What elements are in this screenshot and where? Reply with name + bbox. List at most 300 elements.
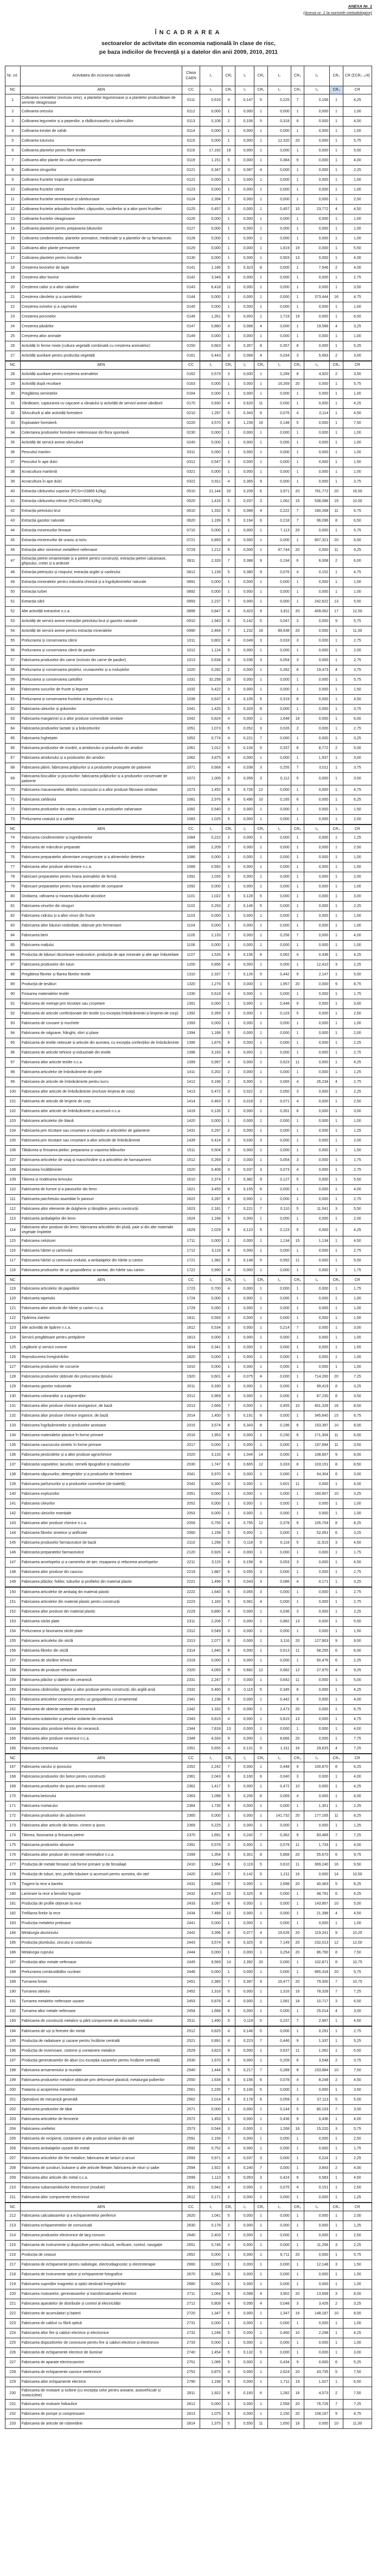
cr3-class: 4 xyxy=(291,1165,304,1175)
i1-value: 0,752 xyxy=(200,2144,222,2154)
cr4-class: 1 xyxy=(330,282,343,292)
i3-value: 1,311 xyxy=(267,1744,291,1754)
i4-value: 0,000 xyxy=(304,1870,330,1880)
cr3-class: 1 xyxy=(291,272,304,282)
cr2-class: 7 xyxy=(254,1204,268,1214)
table-row xyxy=(5,1676,372,1685)
cr1-class: 2 xyxy=(222,833,235,843)
cr2-class: 1 xyxy=(254,302,268,312)
table-row xyxy=(5,733,372,743)
cr1-class: 1 xyxy=(222,853,235,862)
cr3-class: 1 xyxy=(291,882,304,892)
cr4-class: 1 xyxy=(330,911,343,921)
i3-value: 0,000 xyxy=(267,1801,291,1811)
i2-value: 0,000 xyxy=(235,2105,254,2115)
caen-code: 1103 xyxy=(182,911,200,921)
i4-value: 0,000 xyxy=(304,165,330,175)
row-number: 162 xyxy=(5,1705,21,1715)
caen-code: 2351 xyxy=(182,1744,200,1754)
i2-value: 0,000 xyxy=(235,1333,254,1343)
cr2-class: 1 xyxy=(254,389,268,398)
i2-value: 0,106 xyxy=(235,694,254,704)
row-number: 52 xyxy=(5,606,21,616)
caen-code: 1814 xyxy=(182,1343,200,1353)
i4-value: 0,000 xyxy=(304,2319,330,2328)
i1-value: 2,043 xyxy=(200,1772,222,1782)
cr1-class: 9 xyxy=(222,753,235,763)
i4-value: 0,000 xyxy=(304,1097,330,1107)
caen-code: 2651 xyxy=(182,2241,200,2250)
activity-name: Extracția minereurilor de uraniu și toriu xyxy=(20,535,182,545)
table-row xyxy=(5,694,372,704)
row-number: 72 xyxy=(5,805,21,815)
table-row xyxy=(5,2280,372,2289)
cr1-class: 5 xyxy=(222,1705,235,1715)
caen-code: 1200 xyxy=(182,960,200,970)
table-row xyxy=(5,714,372,724)
i3-value: 0,000 xyxy=(267,2193,291,2203)
cr4-class: 1 xyxy=(330,1323,343,1333)
cr-average: 2,25 xyxy=(343,1038,372,1048)
i3-value: 0,424 xyxy=(267,2173,291,2183)
table-row xyxy=(5,1987,372,1997)
cr4-class: 1 xyxy=(330,645,343,655)
cr3-class: 9 xyxy=(291,2115,304,2124)
cr4-class: 1 xyxy=(330,398,343,408)
cr3-class: 1 xyxy=(291,194,304,204)
cr3-class: 20 xyxy=(291,1938,304,1948)
i1-value: 1,199 xyxy=(200,516,222,525)
i4-value: 0,000 xyxy=(304,2250,330,2260)
cr-average: 1,25 xyxy=(343,2193,372,2203)
cr2-class: 1 xyxy=(254,2270,268,2280)
cr3-class: 1 xyxy=(291,2338,304,2348)
cr2-class: 11 xyxy=(254,2419,268,2429)
cr1-class: 5 xyxy=(222,2348,235,2358)
i3-value: 0,000 xyxy=(267,597,291,606)
cr-average: 6,50 xyxy=(343,516,372,525)
row-number: 95 xyxy=(5,1038,21,1048)
activity-name: Fabricarea produselor din ipsos pentru construcții xyxy=(20,1782,182,1792)
table-row xyxy=(5,1685,372,1695)
cr1-class: 6 xyxy=(222,1831,235,1841)
cr4-class: 1 xyxy=(330,2231,343,2241)
cr-average: 4,50 xyxy=(343,1236,372,1246)
cr1-class: 8 xyxy=(222,795,235,805)
caen-code: 1020 xyxy=(182,665,200,675)
table-row xyxy=(5,1353,372,1362)
i1-value: 0,359 xyxy=(200,1009,222,1019)
cr4-class: 6 xyxy=(330,1889,343,1899)
i4-value: 96,096 xyxy=(304,516,330,525)
risk-table-container xyxy=(5,66,372,2429)
caen-code: 1062 xyxy=(182,753,200,763)
i2-value: 0,000 xyxy=(235,1801,254,1811)
row-number: 170 xyxy=(5,1792,21,1801)
col-header: CR xyxy=(343,1754,372,1762)
i3-value: 0,000 xyxy=(267,684,291,694)
cr2-class: 3 xyxy=(254,772,268,785)
row-number: 233 xyxy=(5,2419,21,2429)
cr4-class: 20 xyxy=(330,535,343,545)
i3-value: 0,000 xyxy=(267,2154,291,2163)
i1-value: 0,891 xyxy=(200,2036,222,2046)
i3-value: 141,732 xyxy=(267,1811,291,1821)
i3-value: 0,333 xyxy=(267,1460,291,1470)
table-row xyxy=(5,418,372,428)
cr-average: 1,00 xyxy=(343,1499,372,1509)
caen-code: 0729 xyxy=(182,545,200,555)
cr1-class: 2 xyxy=(222,1126,235,1136)
i1-value: 0,341 xyxy=(200,1343,222,1353)
cr-average: 4,00 xyxy=(343,1695,372,1705)
cr4-class: 1 xyxy=(330,379,343,389)
i1-value: 7,818 xyxy=(200,1724,222,1734)
i3-value: 0,209 xyxy=(267,2056,291,2066)
row-number: 185 xyxy=(5,1938,21,1948)
caen-code: 1320 xyxy=(182,980,200,989)
i2-value: 0,164 xyxy=(235,516,254,525)
i3-value: 1,648 xyxy=(267,714,291,724)
cr2-class: 9 xyxy=(254,567,268,577)
cr2-class: 1 xyxy=(254,989,268,999)
risk-table-segment xyxy=(5,2203,372,2429)
cr-average: 6,50 xyxy=(343,312,372,321)
table-row xyxy=(5,253,372,263)
table-row xyxy=(5,1392,372,1401)
activity-name: Fabricarea încălțămintei xyxy=(20,1165,182,1175)
cr2-class: 1 xyxy=(254,272,268,282)
cr-average: 3,75 xyxy=(343,477,372,486)
caen-code: 2740 xyxy=(182,2348,200,2358)
table-subheader-row xyxy=(5,825,372,833)
i4-value: 26,234 xyxy=(304,1077,330,1087)
cr-average: 2,75 xyxy=(343,1077,372,1087)
cr4-class: 1 xyxy=(330,2016,343,2026)
activity-name: Fabricarea altor produse chimice anorganice, de bază xyxy=(20,1401,182,1411)
cr4-class: 1 xyxy=(330,1480,343,1489)
cr-average: 5,50 xyxy=(343,1617,372,1627)
table-row xyxy=(5,555,372,567)
activity-name: Creșterea altor animale xyxy=(20,331,182,341)
i2-value: 0,000 xyxy=(235,980,254,989)
activity-name: Fabricarea dispozitivelor de conexiune pentru fire și cabluri electrice și electronice xyxy=(20,2338,182,2348)
i1-value: 3,455 xyxy=(200,1185,222,1195)
cr3-class: 20 xyxy=(291,1734,304,1744)
i2-value: 0,049 xyxy=(235,636,254,645)
i3-value: 0,815 xyxy=(267,1715,291,1724)
cr3-class: 1 xyxy=(291,233,304,243)
cr3-class: 1 xyxy=(291,1126,304,1136)
table-row xyxy=(5,2193,372,2203)
i3-value: 0,150 xyxy=(267,1431,291,1441)
i1-value: 3,349 xyxy=(200,272,222,282)
i2-value: 0,000 xyxy=(235,1715,254,1724)
table-row xyxy=(5,785,372,795)
cr3-class: 15 xyxy=(291,496,304,506)
i2-value: 0,000 xyxy=(235,815,254,824)
cr4-class: 1 xyxy=(330,795,343,805)
cr1-class: 4 xyxy=(222,2183,235,2193)
caen-code: 0116 xyxy=(182,145,200,155)
i4-value: 0,000 xyxy=(304,1792,330,1801)
i3-value: 3,116 xyxy=(267,1636,291,1646)
cr3-class: 4 xyxy=(291,1077,304,1087)
cr3-class: 1 xyxy=(291,2154,304,2163)
cr1-class: 4 xyxy=(222,1266,235,1276)
cr1-class: 4 xyxy=(222,2241,235,2250)
col-header: CR₁ xyxy=(222,86,235,94)
cr1-class: 20 xyxy=(222,675,235,684)
row-number: 50 xyxy=(5,587,21,597)
i4-value: 0,000 xyxy=(304,882,330,892)
cr2-class: 1 xyxy=(254,882,268,892)
cr2-class: 7 xyxy=(254,733,268,743)
table-row xyxy=(5,1156,372,1165)
caen-code: 2572 xyxy=(182,2115,200,2124)
i2-value: 0,000 xyxy=(235,1214,254,1224)
i2-value: 0,191 xyxy=(235,1411,254,1421)
caen-code: 1092 xyxy=(182,882,200,892)
activity-name: Activități auxiliare pentru producția vegetală xyxy=(20,351,182,360)
cr4-class: 1 xyxy=(330,2027,343,2036)
cr4-class: 1 xyxy=(330,1509,343,1519)
table-row xyxy=(5,1401,372,1411)
cr3-class: 1 xyxy=(291,1899,304,1909)
row-number: 106 xyxy=(5,1146,21,1156)
cr-average: 4,25 xyxy=(343,1685,372,1695)
caen-code: 1610 xyxy=(182,1175,200,1185)
cr-average: 4,50 xyxy=(343,1538,372,1548)
cr-average: 4,75 xyxy=(343,567,372,577)
i3-value: 0,000 xyxy=(267,398,291,408)
i4-value: 0,000 xyxy=(304,1256,330,1266)
cr3-class: 1 xyxy=(291,428,304,437)
i4-value: 0,000 xyxy=(304,331,330,341)
i3-value: 0,000 xyxy=(267,1353,291,1362)
i4-value: 0,000 xyxy=(304,1224,330,1236)
i4-value: 1,733 xyxy=(304,1841,330,1850)
cr1-class: 8 xyxy=(222,1899,235,1909)
cr4-class: 16 xyxy=(330,292,343,302)
i2-value: 0,037 xyxy=(235,2154,254,2163)
cr3-class: 10 xyxy=(291,1401,304,1411)
cr4-class: 1 xyxy=(330,175,343,185)
i2-value: 0,000 xyxy=(235,379,254,389)
cr1-class: 5 xyxy=(222,2066,235,2076)
i3-value: 0,076 xyxy=(267,567,291,577)
cr2-class: 8 xyxy=(254,263,268,272)
cr2-class: 3 xyxy=(254,763,268,772)
cr2-class: 8 xyxy=(254,704,268,714)
cr3-class: 1 xyxy=(291,1382,304,1392)
cr3-class: 8 xyxy=(291,1107,304,1116)
cr3-class: 8 xyxy=(291,2066,304,2076)
table-row xyxy=(5,1636,372,1646)
cr3-class: 1 xyxy=(291,753,304,763)
row-number: 184 xyxy=(5,1928,21,1938)
i1-value: 0,408 xyxy=(200,1165,222,1175)
i3-value: 0,000 xyxy=(267,2211,291,2221)
cr-average: 6,00 xyxy=(343,1431,372,1441)
i3-value: 1,347 xyxy=(267,2309,291,2319)
i3-value: 0,000 xyxy=(267,2085,291,2095)
i1-value: 0,000 xyxy=(200,921,222,931)
cr2-class: 1 xyxy=(254,872,268,882)
i1-value: 0,000 xyxy=(200,1919,222,1928)
row-number: 159 xyxy=(5,1676,21,1685)
i3-value: 0,000 xyxy=(267,331,291,341)
i4-value: 0,000 xyxy=(304,1715,330,1724)
i2-value: 0,000 xyxy=(235,2115,254,2124)
cr1-class: 6 xyxy=(222,2076,235,2085)
activity-name: Fabricarea altor componente electronice xyxy=(20,2193,182,2203)
cr4-class: 7 xyxy=(330,2400,343,2409)
caen-code: 2599 xyxy=(182,2173,200,2183)
caen-code: 2712 xyxy=(182,2299,200,2309)
i2-value: 0,000 xyxy=(235,1038,254,1048)
cr-average: 2,75 xyxy=(343,1165,372,1175)
annex-subtitle: (Anexa nr. 1 la normele metodologice) xyxy=(303,10,372,15)
activity-name: Producția de băuturi răcoritoare nealcoolice; producția de ape minerale și alte ape îmbuteliate xyxy=(20,950,182,960)
table-row xyxy=(5,1029,372,1038)
table-row xyxy=(5,2115,372,2124)
activity-name: Extracția gazelor naturale xyxy=(20,516,182,525)
i1-value: 0,000 xyxy=(200,525,222,535)
i1-value: 1,417 xyxy=(200,1782,222,1792)
i3-value: 0,000 xyxy=(267,2241,291,2250)
activity-name: Fabricarea margarinei și a altor produse comestibile similare xyxy=(20,714,182,724)
caen-code: 2451 xyxy=(182,1977,200,1987)
cr3-class: 20 xyxy=(291,1705,304,1715)
row-number: 177 xyxy=(5,1860,21,1870)
row-number: 18 xyxy=(5,263,21,272)
cr-average: 1,00 xyxy=(343,1353,372,1362)
i3-value: 0,065 xyxy=(267,1077,291,1087)
table-row xyxy=(5,1236,372,1246)
cr2-class: 1 xyxy=(254,931,268,941)
cr4-class: 1 xyxy=(330,1627,343,1636)
table-row xyxy=(5,272,372,282)
caen-code: 2454 xyxy=(182,2007,200,2016)
i3-value: 1,719 xyxy=(267,312,291,321)
i4-value: 373,444 xyxy=(304,292,330,302)
cr4-class: 4 xyxy=(330,1744,343,1754)
row-number: 105 xyxy=(5,1136,21,1146)
i1-value: 1,490 xyxy=(200,2016,222,2026)
activity-name: Fabricarea de produse refractare xyxy=(20,1666,182,1676)
cr2-class: 3 xyxy=(254,1165,268,1175)
caen-code: 2593 xyxy=(182,2154,200,2163)
cr2-class: 1 xyxy=(254,1880,268,1889)
i1-value: 1,922 xyxy=(200,2163,222,2173)
i1-value: 1,634 xyxy=(200,2076,222,2085)
row-number: 42 xyxy=(5,506,21,516)
i3-value: 0,059 xyxy=(267,2095,291,2105)
activity-name: Fabricarea altor articole din metal n.c.a. xyxy=(20,2173,182,2183)
cr2-class: 3 xyxy=(254,496,268,506)
cr3-class: 9 xyxy=(291,2358,304,2368)
i4-value: 0,000 xyxy=(304,1019,330,1029)
cr4-class: 1 xyxy=(330,1919,343,1928)
i2-value: 0,755 xyxy=(235,1519,254,1528)
caen-code: 2219 xyxy=(182,1568,200,1577)
i2-value: 0,000 xyxy=(235,1353,254,1362)
table-row xyxy=(5,1470,372,1480)
cr1-class: 3 xyxy=(222,862,235,872)
cr3-class: 5 xyxy=(291,2105,304,2115)
i2-value: 0,000 xyxy=(235,989,254,999)
i1-value: 0,000 xyxy=(200,302,222,312)
i2-value: 0,000 xyxy=(235,2338,254,2348)
title-line-2: sectoarelor de activitate din economia națională în clase de risc, xyxy=(101,40,276,47)
i2-value: 0,000 xyxy=(235,126,254,136)
cr-average: 2,25 xyxy=(343,1801,372,1811)
cr4-class: 6 xyxy=(330,1470,343,1480)
i2-value: 0,620 xyxy=(235,398,254,408)
cr3-class: 1 xyxy=(291,1048,304,1058)
cr3-class: 20 xyxy=(291,1880,304,1889)
table-row xyxy=(5,1617,372,1627)
i2-value: 0,106 xyxy=(235,116,254,126)
cr1-class: 1 xyxy=(222,577,235,587)
cr-average: 4,00 xyxy=(343,1772,372,1782)
cr4-class: 1 xyxy=(330,194,343,204)
table-row xyxy=(5,2400,372,2409)
cr3-class: 3 xyxy=(291,1558,304,1568)
activity-name: Cultivarea tutunului xyxy=(20,136,182,145)
activity-name: Legătorie și servicii conexe xyxy=(20,1343,182,1353)
caen-code: 2711 xyxy=(182,2289,200,2299)
activity-name: Fabricarea mortarului xyxy=(20,1801,182,1811)
row-number: 43 xyxy=(5,516,21,525)
row-number: 181 xyxy=(5,1899,21,1909)
i1-value: 2,337 xyxy=(200,970,222,980)
cr-average: 2,50 xyxy=(343,194,372,204)
cr-average: 1,00 xyxy=(343,126,372,136)
col-header: I₃ xyxy=(267,361,291,369)
i1-value: 0,700 xyxy=(200,1284,222,1294)
cr4-class: 1 xyxy=(330,684,343,694)
row-number: 210 xyxy=(5,2183,21,2193)
table-row xyxy=(5,862,372,872)
cr3-class: 19 xyxy=(291,2377,304,2387)
cr4-class: 1 xyxy=(330,331,343,341)
col-header: CR₃ xyxy=(291,2203,304,2211)
cr4-class: 1 xyxy=(330,989,343,999)
caen-code: 2811 xyxy=(182,2387,200,2400)
table-row xyxy=(5,1744,372,1754)
i2-value: 0,155 xyxy=(235,1185,254,1195)
cr-average: 5,75 xyxy=(343,675,372,684)
i4-value: 0,000 xyxy=(304,2280,330,2289)
i4-value: 0,000 xyxy=(304,616,330,626)
i2-value: 0,388 xyxy=(235,555,254,567)
activity-name: Fabricarea produselor din azbociment xyxy=(20,1811,182,1821)
caen-code: 1013 xyxy=(182,655,200,665)
i4-value: 0,000 xyxy=(304,341,330,351)
cr1-class: 3 xyxy=(222,457,235,467)
cr-average: 1,00 xyxy=(343,2338,372,2348)
i2-value: 0,000 xyxy=(235,1782,254,1792)
cr-average: 4,00 xyxy=(343,931,372,941)
cr1-class: 4 xyxy=(222,477,235,486)
i1-value: 1,183 xyxy=(200,1597,222,1607)
i2-value: 0,000 xyxy=(235,331,254,341)
cr3-class: 1 xyxy=(291,437,304,447)
i2-value: 0,000 xyxy=(235,1068,254,1077)
i4-value: 0,000 xyxy=(304,145,330,155)
